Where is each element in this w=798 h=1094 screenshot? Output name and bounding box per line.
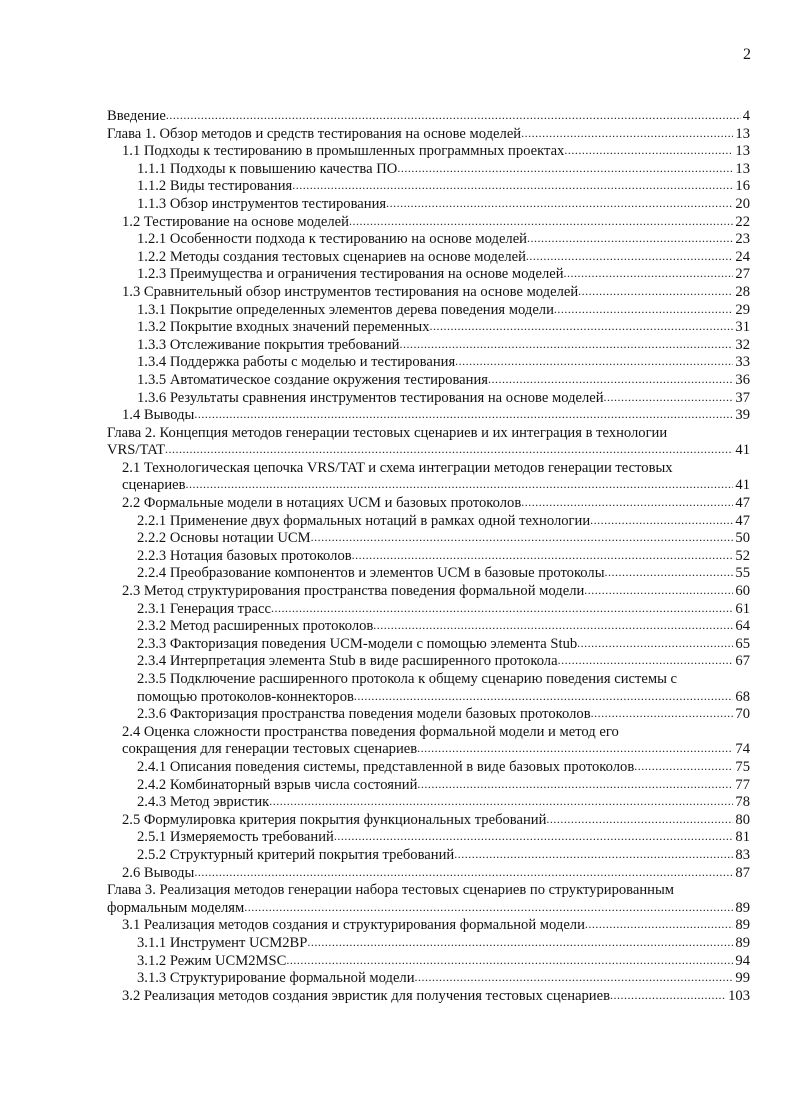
- toc-entry-page: 13: [735, 160, 750, 177]
- toc-entry-title: 2.4.3 Метод эвристик: [137, 794, 270, 811]
- toc-entry-title: 1.2.1 Особенности подхода к тестированию на основе моделей: [137, 231, 527, 248]
- toc-entry-page: 24: [735, 248, 750, 265]
- toc-entry-page: 41: [735, 442, 750, 459]
- toc-entry-page: 41: [735, 477, 750, 494]
- toc-entry-page: 74: [735, 741, 750, 758]
- dot-leader: [527, 231, 733, 249]
- toc-entry-title: 1.3.5 Автоматическое создание окружения тестирования: [137, 371, 488, 388]
- toc-entry: [107, 214, 750, 232]
- toc-entry-title-line1: 2.3.5 Подключение расширенного протокола к общему сценарию поведения системы с: [137, 671, 678, 687]
- toc-entry: [107, 759, 750, 777]
- dot-leader: [546, 812, 733, 830]
- toc-entry: [107, 794, 750, 812]
- toc-entry-title: 1.2.2 Методы создания тестовых сценариев на основе моделей: [137, 248, 526, 265]
- toc-entry-page: 37: [735, 389, 750, 406]
- toc-entry: [107, 161, 750, 179]
- toc-entry-title-line2: сценариев: [122, 477, 186, 494]
- dot-leader: [194, 407, 733, 425]
- dot-leader: [554, 302, 734, 320]
- toc-entry-title: 2.3.2 Метод расширенных протоколов: [137, 618, 374, 635]
- toc-entry-page: 4: [742, 108, 750, 124]
- toc-entry-page: 89: [735, 934, 750, 951]
- toc-entry-page: 23: [735, 231, 750, 248]
- toc-entry-page: 52: [735, 547, 750, 564]
- dot-leader: [454, 847, 733, 865]
- toc-entry-page: 87: [735, 864, 750, 881]
- toc-entry: [107, 425, 750, 460]
- toc-entry-title-line1: 2.1 Технологическая цепочка VRS/TAT и схема интеграции методов генерации тестовых: [122, 459, 673, 476]
- dot-leader: [591, 706, 734, 724]
- toc-entry: [107, 249, 750, 267]
- toc-entry-page: 103: [728, 987, 750, 1004]
- dot-leader: [386, 196, 733, 214]
- dot-leader: [558, 653, 734, 671]
- toc-entry-title: 2.2 Формальные модели в нотациях UCM и базовых протоколов: [122, 495, 522, 512]
- toc-entry: [107, 460, 750, 495]
- toc-entry: [107, 196, 750, 214]
- toc-entry: [107, 372, 750, 390]
- toc-entry: [107, 601, 750, 619]
- toc-entry-title: 1.1.1 Подходы к повышению качества ПО: [137, 160, 398, 177]
- toc-entry-page: 36: [735, 371, 750, 388]
- dot-leader: [194, 865, 733, 883]
- toc-entry-title-line2: помощью протоколов-коннекторов: [137, 688, 354, 705]
- toc-entry-title: 2.4.1 Описания поведения системы, представленной в виде базовых протоколов: [137, 758, 635, 775]
- dot-leader: [585, 917, 734, 935]
- toc-entry-page: 47: [735, 512, 750, 529]
- dot-leader: [166, 108, 741, 126]
- toc-entry-page: 78: [735, 794, 750, 811]
- toc-entry-page: 55: [735, 565, 750, 582]
- toc-entry: [107, 653, 750, 671]
- toc-entry-title: 1.4 Выводы: [122, 407, 195, 424]
- toc-entry-page: 29: [735, 301, 750, 318]
- toc-entry-page: 81: [735, 829, 750, 846]
- toc-entry: [107, 530, 750, 548]
- toc-entry-page: 89: [735, 899, 750, 916]
- toc-entry: [107, 724, 750, 759]
- dot-leader: [415, 970, 734, 988]
- toc-entry: [107, 108, 750, 126]
- toc-entry: [107, 143, 750, 161]
- toc-entry: [107, 970, 750, 988]
- dot-leader: [564, 143, 733, 161]
- toc-entry-page: 94: [735, 952, 750, 969]
- toc-entry: [107, 390, 750, 408]
- toc-entry-title-line2: VRS/TAT: [107, 442, 166, 459]
- dot-leader: [417, 741, 733, 759]
- toc-entry: [107, 319, 750, 337]
- toc-entry-page: 16: [735, 178, 750, 195]
- toc-entry: [107, 953, 750, 971]
- toc-entry-page: 61: [735, 600, 750, 617]
- toc-entry: [107, 302, 750, 320]
- dot-leader: [286, 953, 733, 971]
- toc-entry-page: 64: [735, 618, 750, 635]
- dot-leader: [271, 601, 733, 619]
- toc-entry-page: 32: [735, 336, 750, 353]
- dot-leader: [397, 161, 733, 179]
- toc-entry-title: 3.1.1 Инструмент UCM2BP: [137, 934, 308, 951]
- toc-entry: [107, 671, 750, 706]
- toc-entry-page: 33: [735, 354, 750, 371]
- dot-leader: [584, 583, 733, 601]
- toc-entry: [107, 565, 750, 583]
- toc-entry: [107, 917, 750, 935]
- toc-entry-title: 1.2 Тестирование на основе моделей: [122, 213, 349, 230]
- toc-entry-title: 2.2.4 Преобразование компонентов и элементов UCM в базовые протоколы: [137, 565, 605, 582]
- toc-entry: [107, 126, 750, 144]
- dot-leader: [354, 689, 734, 707]
- dot-leader: [634, 759, 733, 777]
- toc-entry-page: 67: [735, 653, 750, 670]
- dot-leader: [610, 988, 726, 1006]
- toc-entry: [107, 812, 750, 830]
- toc-entry: [107, 865, 750, 883]
- toc-entry: [107, 266, 750, 284]
- toc-entry-title: 2.2.3 Нотация базовых протоколов: [137, 547, 352, 564]
- dot-leader: [373, 618, 733, 636]
- toc-entry: [107, 777, 750, 795]
- toc-entry-title-line1: 2.4 Оценка сложности пространства поведения формальной модели и метод его: [122, 723, 619, 740]
- toc-entry: [107, 178, 750, 196]
- toc-entry-page: 89: [735, 917, 750, 934]
- toc-entry-title: 1.3.1 Покрытие определенных элементов дерева поведения модели: [137, 301, 554, 318]
- toc-entry-title: 1.3 Сравнительный обзор инструментов тестирования на основе моделей: [122, 283, 579, 300]
- dot-leader: [311, 530, 734, 548]
- dot-leader: [334, 829, 734, 847]
- toc-entry-title: 2.3 Метод структурирования пространства поведения формальной модели: [122, 583, 585, 600]
- toc-entry-title: 3.1 Реализация методов создания и структурирования формальной модели: [122, 917, 585, 934]
- dot-leader: [417, 777, 733, 795]
- toc-entry: [107, 988, 750, 1006]
- toc-entry-title: 2.3.1 Генерация трасс: [137, 600, 271, 617]
- toc-entry-title: 2.2.2 Основы нотации UCM: [137, 530, 311, 547]
- dot-leader: [577, 636, 733, 654]
- toc-entry: [107, 935, 750, 953]
- toc-entry-page: 70: [735, 706, 750, 723]
- dot-leader: [430, 319, 734, 337]
- dot-leader: [605, 565, 734, 583]
- toc-entry-title: 1.3.2 Покрытие входных значений переменных: [137, 319, 430, 336]
- toc-entry: [107, 284, 750, 302]
- toc-entry: [107, 618, 750, 636]
- toc-entry-page: 83: [735, 846, 750, 863]
- toc-entry: [107, 513, 750, 531]
- dot-leader: [349, 214, 733, 232]
- toc-entry-title: 2.4.2 Комбинаторный взрыв числа состояний: [137, 776, 418, 793]
- toc-entry-title: 1.1 Подходы к тестированию в промышленных программных проектах: [122, 143, 565, 160]
- toc-entry: [107, 706, 750, 724]
- toc-entry-page: 47: [735, 495, 750, 512]
- toc-entry: [107, 407, 750, 425]
- toc-entry-title: 2.5.2 Структурный критерий покрытия требований: [137, 846, 455, 863]
- toc-entry-title: Введение: [107, 108, 166, 124]
- toc-entry-page: 27: [735, 266, 750, 283]
- toc-entry-page: 75: [735, 758, 750, 775]
- toc-entry: [107, 847, 750, 865]
- toc-entry-title: 1.2.3 Преимущества и ограничения тестирования на основе моделей: [137, 266, 564, 283]
- toc-entry: [107, 495, 750, 513]
- dot-leader: [564, 266, 734, 284]
- toc-entry-page: 13: [735, 125, 750, 142]
- toc-entry-title: 3.1.3 Структурирование формальной модели: [137, 970, 415, 987]
- dot-leader: [307, 935, 733, 953]
- toc-entry-title: 1.3.4 Поддержка работы с моделью и тестирования: [137, 354, 456, 371]
- page-number: 2: [743, 46, 751, 63]
- toc-entry-page: 28: [735, 283, 750, 300]
- toc-entry-title-line2: сокращения для генерации тестовых сценариев: [122, 741, 418, 758]
- toc-entry-title-line1: Глава 2. Концепция методов генерации тестовых сценариев и их интеграция в технологии: [107, 424, 668, 441]
- dot-leader: [352, 548, 734, 566]
- dot-leader: [604, 390, 734, 408]
- toc-entry-page: 50: [735, 530, 750, 547]
- toc-entry-page: 99: [735, 970, 750, 987]
- dot-leader: [521, 495, 733, 513]
- toc-entry-title: 2.3.4 Интерпретация элемента Stub в виде расширенного протокола: [137, 653, 558, 670]
- dot-leader: [578, 284, 733, 302]
- dot-leader: [165, 442, 733, 460]
- dot-leader: [244, 900, 733, 918]
- dot-leader: [400, 337, 734, 355]
- toc-entry-title: 1.3.6 Результаты сравнения инструментов тестирования на основе моделей: [137, 389, 604, 406]
- toc-entry: [107, 548, 750, 566]
- toc-entry-title: 1.3.3 Отслеживание покрытия требований: [137, 336, 400, 353]
- toc-entry-title: 2.6 Выводы: [122, 864, 195, 881]
- toc-entry: [107, 354, 750, 372]
- toc-entry-title: Глава 1. Обзор методов и средств тестирования на основе моделей: [107, 125, 522, 142]
- toc-entry-page: 22: [735, 213, 750, 230]
- table-of-contents: [107, 108, 750, 1005]
- dot-leader: [269, 794, 733, 812]
- toc-entry-title: 2.5 Формулировка критерия покрытия функциональных требований: [122, 811, 547, 828]
- toc-entry-title: 3.2 Реализация методов создания эвристик для получения тестовых сценариев: [122, 987, 610, 1004]
- toc-entry-page: 80: [735, 811, 750, 828]
- toc-entry: [107, 882, 750, 917]
- toc-entry-title: 1.1.3 Обзор инструментов тестирования: [137, 195, 387, 212]
- toc-entry-title: 2.3.3 Факторизация поведения UCM-модели с помощью элемента Stub: [137, 635, 578, 652]
- dot-leader: [590, 513, 733, 531]
- toc-entry-title: 2.5.1 Измеряемость требований: [137, 829, 334, 846]
- toc-entry-title-line2: формальным моделям: [107, 899, 245, 916]
- toc-entry-page: 68: [735, 688, 750, 705]
- toc-entry: [107, 337, 750, 355]
- toc-entry-title: 2.2.1 Применение двух формальных нотаций в рамках одной технологии: [137, 512, 591, 529]
- toc-entry-title: 3.1.2 Режим UCM2MSC: [137, 952, 287, 969]
- dot-leader: [526, 249, 734, 267]
- toc-entry: [107, 231, 750, 249]
- toc-entry-page: 77: [735, 776, 750, 793]
- toc-entry-title-line1: Глава 3. Реализация методов генерации набора тестовых сценариев по структурированным: [107, 882, 674, 899]
- dot-leader: [488, 372, 733, 390]
- toc-entry-page: 31: [735, 319, 750, 336]
- toc-entry: [107, 583, 750, 601]
- toc-entry: [107, 829, 750, 847]
- dot-leader: [186, 477, 734, 495]
- dot-leader: [455, 354, 733, 372]
- toc-entry-page: 13: [735, 143, 750, 160]
- toc-entry-title: 2.3.6 Факторизация пространства поведения модели базовых протоколов: [137, 706, 591, 723]
- toc-entry-page: 60: [735, 583, 750, 600]
- toc-entry-page: 20: [735, 195, 750, 212]
- toc-entry-page: 65: [735, 635, 750, 652]
- toc-entry: [107, 636, 750, 654]
- toc-entry-page: 39: [735, 407, 750, 424]
- dot-leader: [292, 178, 733, 196]
- toc-entry-title: 1.1.2 Виды тестирования: [137, 178, 293, 195]
- dot-leader: [521, 126, 733, 144]
